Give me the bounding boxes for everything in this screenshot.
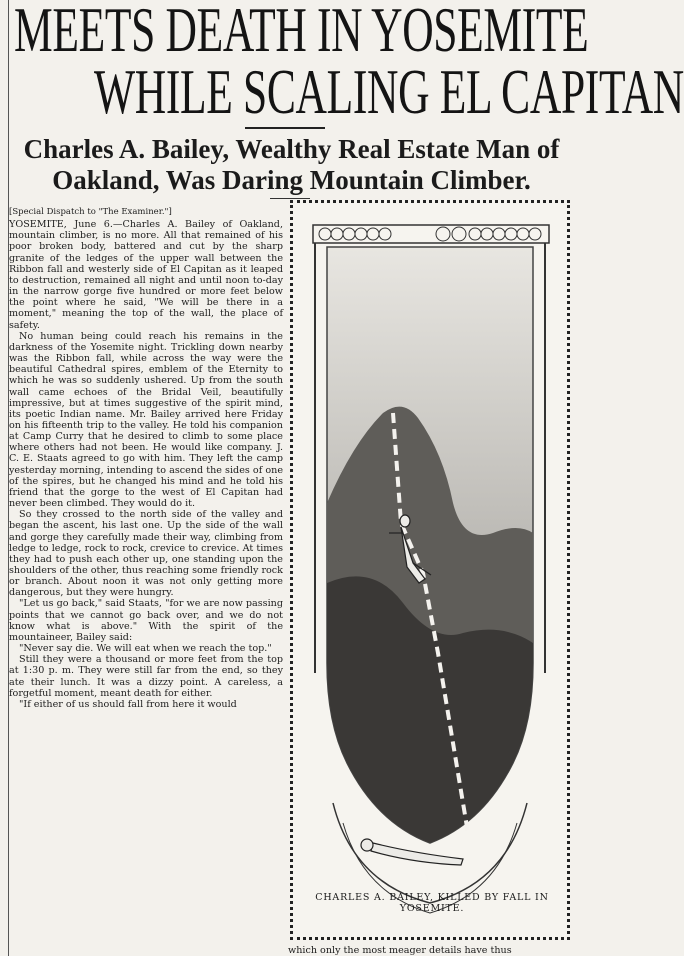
headline-divider [245, 127, 325, 129]
headline-line-2: WHILE SCALING EL CAPITAN [94, 56, 684, 127]
second-column-text: which only the most meager details have thus [288, 945, 512, 956]
subhead-divider [270, 198, 310, 199]
article-paragraph: Still they were a thousand or more feet from the top at 1:30 p. m. They were still far from the end, so they ate their lunch. It was a dizzy point. A careless, a forgetful moment, meant death for either. [9, 654, 283, 699]
article-column [9, 207, 283, 956]
article-paragraph: "Never say die. We will eat when we reach the top." [19, 643, 272, 655]
article-paragraph: No human being could reach his remains in the darkness of the Yosemite night. Trickling down nearby was the Ribbon fall, while across the way were the beautiful Cathedral spires, emblem of the Eternity to which he was so suddenly ushered. Up from the south wall came echoes of the Bridal Veil, beautifully impressive, but at times suggestive of the spirit mind, its poetic Indian name. Mr. Bailey arrived here Friday on his fifteenth trip to the valley. He told his companion at Camp Curry that he desired to climb to some place where others had not been. He would like company. J. C. E. Staats agreed to go with him. They left the camp yesterday morning, intending to ascend the sides of one of the spires, but he changed his mind and he told his friend that the gorge to the west of El Capitan had never been climbed. They would do it. [9, 330, 283, 510]
illustration-drawing [293, 203, 567, 937]
headline-line-1: MEETS DEATH IN YOSEMITE [14, 0, 589, 65]
special-dispatch-credit: [Special Dispatch to "The Examiner."] [9, 207, 172, 217]
article-paragraph: "If either of us should fall from here it would [19, 698, 237, 710]
article-paragraph: "Let us go back," said Staats, "for we are now passing points that we cannot go back over, and we do not know what is above." With the spirit of the mountaineer, Bailey said: [9, 598, 283, 643]
illustration-caption: CHARLES A. BAILEY, KILLED BY FALL IN YOSEMITE. [315, 892, 549, 914]
subheadline: Charles A. Bailey, Wealthy Real Estate Man of Oakland, Was Daring Mountain Climber. [23, 134, 560, 195]
article-paragraph: So they crossed to the north side of the valley and began the ascent, his last one. Up the side of the wall and gorge they carefully made their way, climbing from ledge to ledge, rock to rock, crevice to crevice. At times they had to push each other up, one standing upon the shoulders of the other, thus reaching some friendly rock or branch. About noon it was not only getting more dangerous, but they were hungry. [9, 509, 283, 599]
fallen-figure [361, 839, 463, 865]
article-paragraph: YOSEMITE, June 6.—Charles A. Bailey of Oakland, mountain climber, is no more. All that remained of his poor broken body, battered and cut by the sharp granite of the ledges of the upper wall between the Ribbon fall and westerly side of El Capitan as it leaped to destruction, remained all night and until noon to-day in the narrow gorge five hundred or more feet below the point where he said, "We will be there in a moment," meaning the top of the wall, the place of safety. [9, 219, 283, 331]
illustration-frame [290, 200, 570, 940]
scroll-ornament [319, 227, 541, 241]
